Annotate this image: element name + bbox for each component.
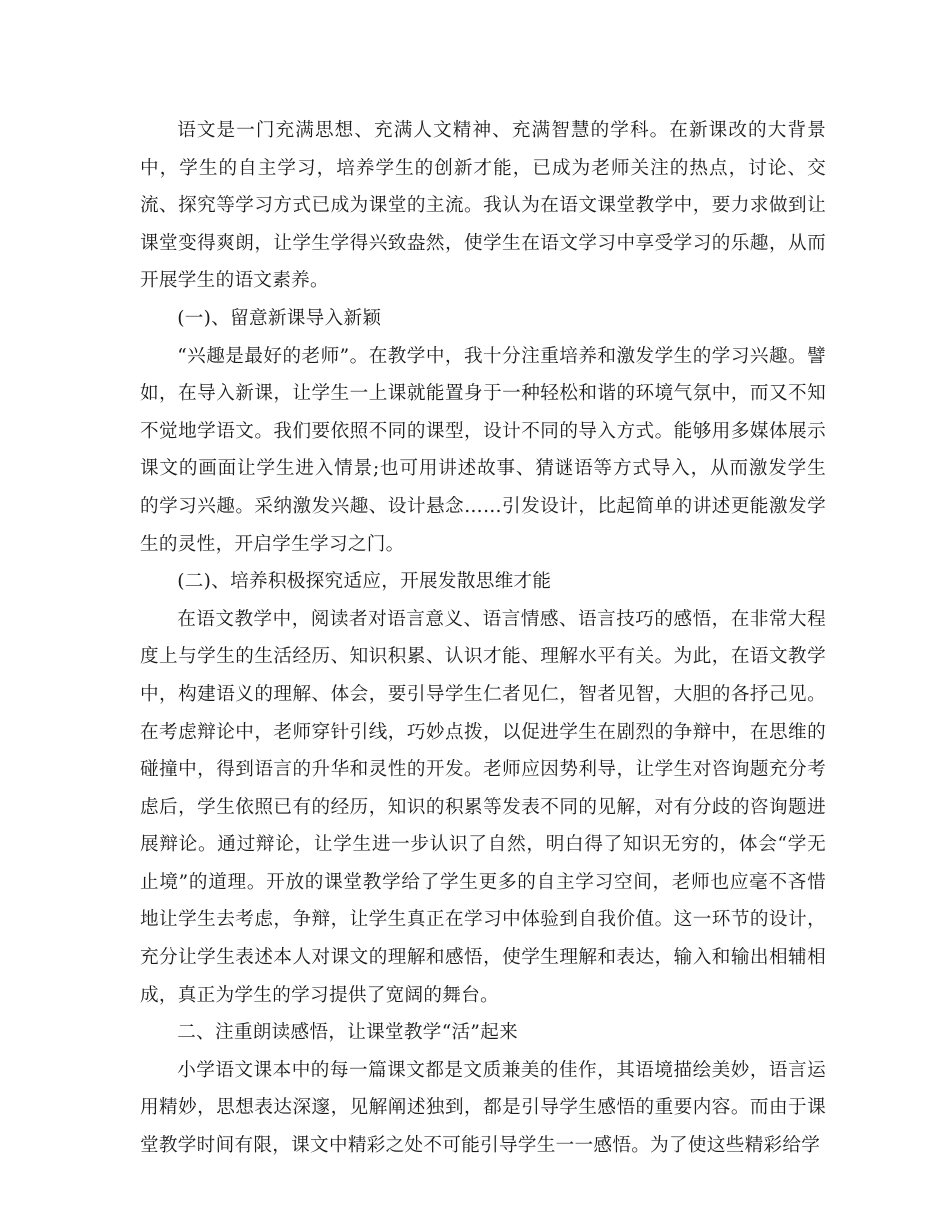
- document-body: [140, 112, 826, 1165]
- section-heading-3: 二、注重朗读感悟，让课堂教学“活”起来: [177, 1022, 518, 1044]
- section-heading-1: (一)、留意新课导入新颖: [177, 307, 382, 329]
- paragraph-intro: 语文是一门充满思想、充满人文精神、充满智慧的学科。在新课改的大背景中，学生的自主学习，培养学生的创新才能，已成为老师关注的热点，讨论、交流、探究等学习方式已成为课堂的主流。我认为在语文课堂教学中，要力求做到让课堂变得爽朗，让学生学得兴致盎然，使学生在语文学习中享受学习的乐趣，从而开展学生的语文素养。: [140, 120, 826, 292]
- paragraph-reading: 小学语文课本中的每一篇课文都是文质兼美的佳作，其语境描绘美妙，语言运用精妙，思想表达深邃，见解阐述独到，都是引导学生感悟的重要内容。而由于课堂教学时间有限，课文中精彩之处不可能引导学生一一感悟。为了使这些精彩给学: [140, 1059, 826, 1157]
- paragraph-inquiry: 在语文教学中，阅读者对语言意义、语言情感、语言技巧的感悟，在非常大程度上与学生的生活经历、知识积累、认识才能、理解水平有关。为此，在语文教学中，构建语义的理解、体会，要引导学生仁者见仁，智者见智，大胆的各抒己见。在考虑辩论中，老师穿针引线，巧妙点拨，以促进学生在剧烈的争辩中，在思维的碰撞中，得到语言的升华和灵性的开发。老师应因势利导，让学生对咨询题充分考虑后，学生依照已有的经历，知识的积累等发表不同的见解，对有分歧的咨询题进展辩论。通过辩论，让学生进一步认识了自然，明白得了知识无穷的，体会“学无止境”的道理。开放的课堂教学给了学生更多的自主学习空间，老师也应毫不吝惜地让学生去考虑，争辩，让学生真正在学习中体验到自我价值。这一环节的设计，充分让学生表述本人对课文的理解和感悟，使学生理解和表达，输入和输出相辅相成，真正为学生的学习提供了宽阔的舞台。: [140, 608, 826, 1006]
- paragraph-interest: “兴趣是最好的老师”。在教学中，我十分注重培养和激发学生的学习兴趣。譬如，在导入新课，让学生一上课就能置身于一种轻松和谐的环境气氛中，而又不知不觉地学语文。我们要依照不同的课型，设计不同的导入方式。能够用多媒体展示课文的画面让学生进入情景;也可用讲述故事、猜谜语等方式导入，从而激发学生的学习兴趣。采纳激发兴趣、设计悬念……引发设计，比起简单的讲述更能激发学生的灵性，开启学生学习之门。: [140, 345, 826, 555]
- section-heading-2: (二)、培养积极探究适应，开展发散思维才能: [177, 571, 552, 593]
